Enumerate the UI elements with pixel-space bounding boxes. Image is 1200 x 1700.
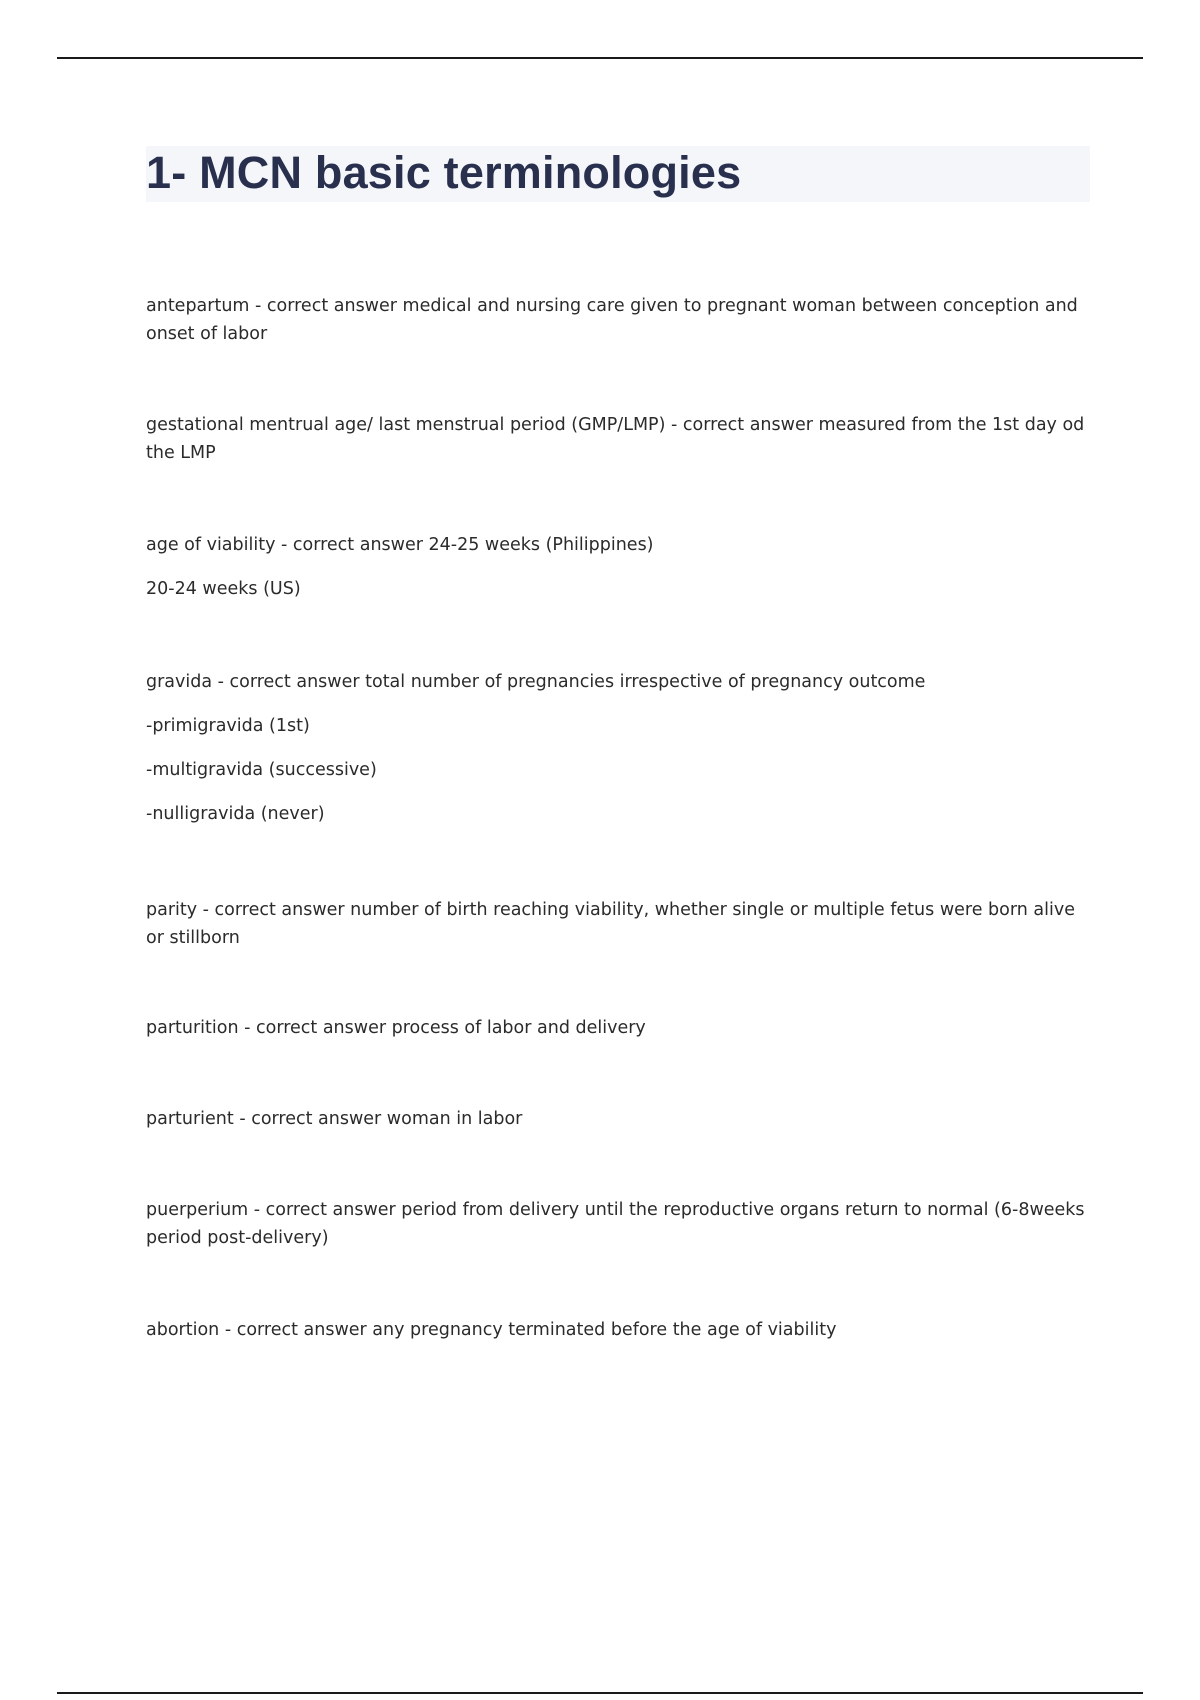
- entry-text: parturition - correct answer process of labor and delivery: [146, 1018, 646, 1038]
- entry-age-of-viability: [146, 531, 1090, 603]
- entry-text: gestational mentrual age/ last menstrual period (GMP/LMP) - correct answer measured from the 1st day od the LMP: [146, 415, 1085, 463]
- entry-subline: -multigravida (successive): [146, 760, 377, 780]
- footer-rule: [57, 1692, 1143, 1694]
- entry-text: antepartum - correct answer medical and nursing care given to pregnant woman between conception and onset of labor: [146, 296, 1078, 344]
- entry-gravida: [146, 668, 1090, 828]
- entry-parturition: [146, 1014, 1090, 1042]
- entry-text: parity - correct answer number of birth reaching viability, whether single or multiple fetus were born alive or stillborn: [146, 900, 1075, 948]
- entry-parity: [146, 896, 1090, 952]
- entry-text: puerperium - correct answer period from delivery until the reproductive organs return to normal (6-8weeks period post-delivery): [146, 1200, 1085, 1248]
- entry-text: abortion - correct answer any pregnancy terminated before the age of viability: [146, 1320, 837, 1340]
- entry-subline: -nulligravida (never): [146, 804, 325, 824]
- entry-subline: -primigravida (1st): [146, 716, 310, 736]
- entry-gestational-age: [146, 411, 1090, 467]
- page-title: 1- MCN basic terminologies: [146, 147, 742, 198]
- entry-text: parturient - correct answer woman in labor: [146, 1109, 523, 1129]
- header-rule: [57, 57, 1143, 59]
- entry-text: gravida - correct answer total number of pregnancies irrespective of pregnancy outcome: [146, 672, 926, 692]
- entry-abortion: [146, 1316, 1090, 1344]
- entry-puerperium: [146, 1196, 1090, 1252]
- entry-antepartum: [146, 292, 1090, 348]
- entry-text: age of viability - correct answer 24-25 weeks (Philippines): [146, 535, 654, 555]
- entry-parturient: [146, 1105, 1090, 1133]
- entry-subline: 20-24 weeks (US): [146, 579, 301, 599]
